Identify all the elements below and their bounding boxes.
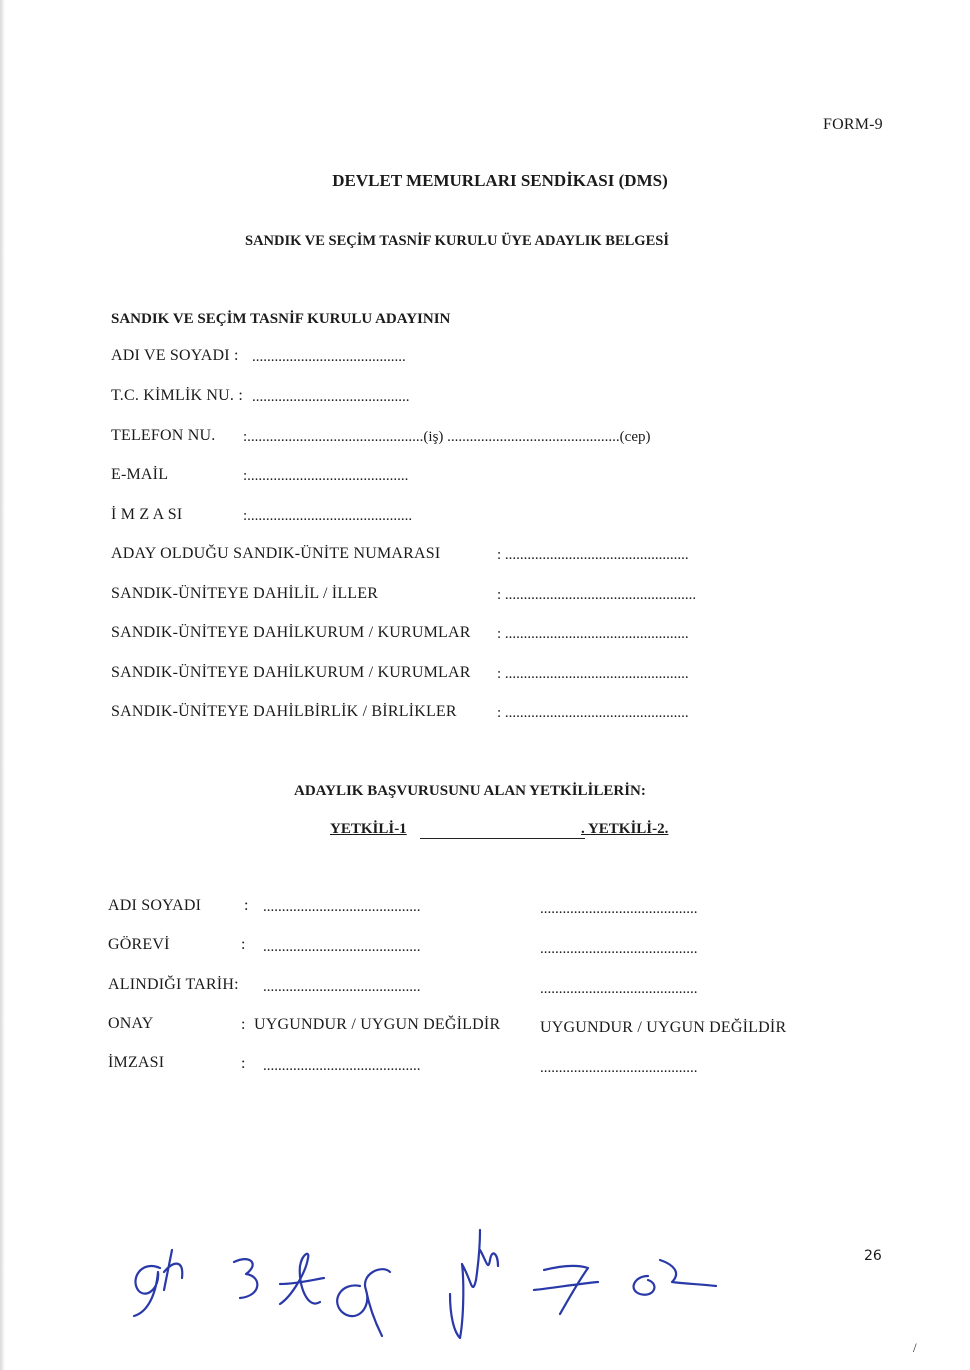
officials-sep-signature: : <box>241 1055 246 1072</box>
field-label-email: E-MAİL <box>111 466 169 483</box>
field-value-institutions-1: : ................................................. <box>497 626 689 642</box>
officials-heading: ADAYLIK BAŞVURUSUNU ALAN YETKİLİLERİN: <box>294 783 646 799</box>
officials-sep-name: : <box>244 897 249 914</box>
official-2-signature: .......................................... <box>540 1060 698 1076</box>
official-1-signature: .......................................... <box>263 1058 421 1074</box>
official-2-name: .......................................... <box>540 901 698 917</box>
official-1-title: YETKİLİ-1 <box>330 821 407 837</box>
field-value-tc: .......................................... <box>252 389 410 405</box>
officials-label-approval: ONAY <box>108 1015 154 1032</box>
field-value-name: ......................................... <box>252 349 406 365</box>
field-value-signature: :............................................ <box>243 508 413 524</box>
field-label-institutions-2: SANDIK-ÜNİTEYE DAHİLKURUM / KURUMLAR <box>111 664 471 681</box>
official-2-approval: UYGUNDUR / UYGUN DEĞİLDİR <box>540 1019 787 1036</box>
footer-mark: / <box>913 1340 917 1355</box>
field-label-institutions-1: SANDIK-ÜNİTEYE DAHİLKURUM / KURUMLAR <box>111 624 471 641</box>
official-1-duty: .......................................... <box>263 939 421 955</box>
officials-label-date: ALINDIĞI TARİH: <box>108 976 239 993</box>
field-label-unions: SANDIK-ÜNİTEYE DAHİLBİRLİK / BİRLİKLER <box>111 703 457 720</box>
field-value-email: :........................................... <box>243 468 409 484</box>
candidate-heading: SANDIK VE SEÇİM TASNİF KURULU ADAYININ <box>111 311 451 327</box>
doc-title: SANDIK VE SEÇİM TASNİF KURULU ÜYE ADAYLIK BELGESİ <box>245 233 669 249</box>
officials-label-signature: İMZASI <box>108 1054 165 1071</box>
official-2-date: .......................................... <box>540 981 698 997</box>
org-title: DEVLET MEMURLARI SENDİKASI (DMS) <box>332 171 668 190</box>
official-1-approval: UYGUNDUR / UYGUN DEĞİLDİR <box>254 1016 501 1033</box>
field-value-unit-number: : ................................................. <box>497 547 689 563</box>
official-2-duty: .......................................... <box>540 941 698 957</box>
field-label-name: ADI VE SOYADI : <box>111 347 239 364</box>
field-value-provinces: : ................................................... <box>497 587 697 603</box>
handwritten-signatures <box>120 1220 740 1350</box>
field-label-signature: İ M Z A SI <box>111 506 183 523</box>
field-label-tc: T.C. KİMLİK NU. : <box>111 387 243 404</box>
official-1-name: .......................................... <box>263 899 421 915</box>
officials-divider-line <box>420 838 585 839</box>
official-2-title: . YETKİLİ-2. <box>581 821 669 837</box>
page-number: 26 <box>864 1248 882 1264</box>
form-code: FORM-9 <box>823 116 883 133</box>
field-label-phone: TELEFON NU. <box>111 427 216 444</box>
officials-label-name: ADI SOYADI <box>108 897 202 914</box>
field-value-phone: :...............................................(iş) ..............................................(cep) <box>243 429 651 445</box>
scan-edge-shadow <box>0 0 5 1370</box>
field-label-unit-number: ADAY OLDUĞU SANDIK-ÜNİTE NUMARASI <box>111 545 441 562</box>
field-value-institutions-2: : ................................................. <box>497 666 689 682</box>
officials-label-duty: GÖREVİ <box>108 936 170 953</box>
field-value-unions: : ................................................. <box>497 705 689 721</box>
officials-sep-duty: : <box>241 936 246 953</box>
official-1-date: .......................................... <box>263 979 421 995</box>
officials-sep-approval: : <box>241 1016 246 1033</box>
field-label-provinces: SANDIK-ÜNİTEYE DAHİLİL / İLLER <box>111 585 379 602</box>
